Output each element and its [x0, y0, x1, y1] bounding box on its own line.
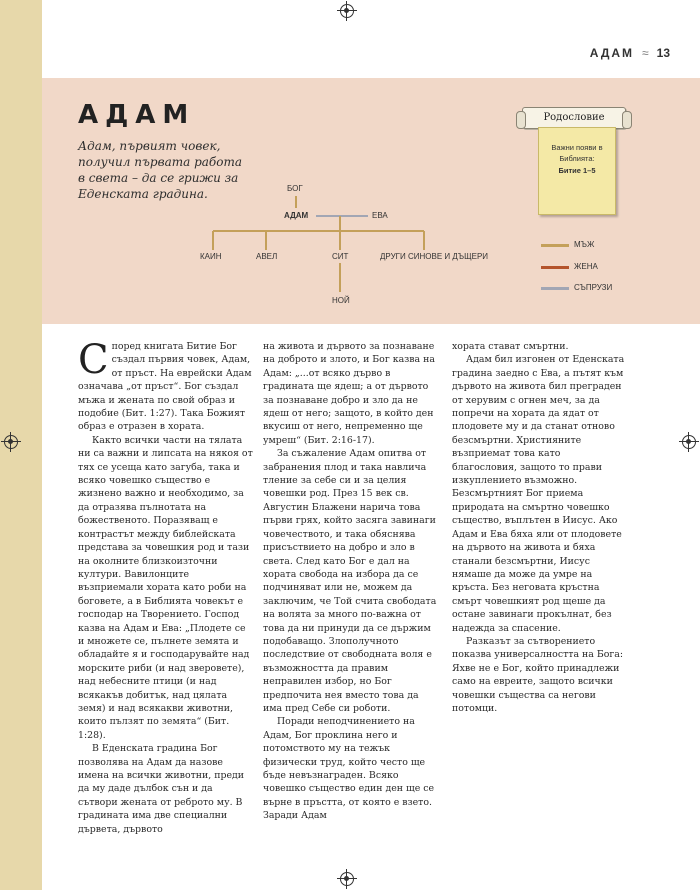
note-text: Важни появи в Библията:	[551, 143, 603, 163]
ornament-icon: ≈	[642, 46, 649, 60]
legend-line-man	[541, 244, 569, 247]
paragraph: Разказът за сътворението показва универсалността на Бога: Яхве не е Бог, който принадлежи само на евреите, защото всички човешки същества са негови потомци.	[452, 635, 624, 714]
chapter-title: АДАМ	[78, 100, 196, 130]
paragraph: За съжаление Адам опитва от забранения плод и така навлича тление за себе си и за целия човешки род. През 15 век св. Августин Блажени нарича това първи грях, който засяга завинаги човечеството, и така обяснява присъствието на добро и зло в света. След като Бог е дал на хората свобода на избора да се подчиняват или не, можем да заключим, че Той счита свободата на волята за много по-важна от това да ни принуди да се държим подобаващо. Злополучното последствие от свободната воля е възможността да правим неправилен избор, но Бог предпочита нея вместо това да има пред Себе си роботи.	[263, 448, 437, 714]
running-title: АДАМ	[589, 46, 635, 60]
tree-node-kain: КАИН	[200, 252, 222, 261]
drop-cap: С	[78, 337, 109, 383]
tree-node-others: ДРУГИ СИНОВЕ И ДЪЩЕРИ	[380, 252, 489, 261]
chapter-subtitle: Адам, първият човек, получил първата работа в света – да се грижи за Еденската градина.	[78, 139, 243, 201]
paragraph: хората стават смъртни.	[452, 341, 569, 352]
body-column-3	[452, 340, 628, 860]
tree-node-bog: БОГ	[287, 184, 303, 193]
body-column-1	[78, 337, 254, 860]
legend-label-man: МЪЖ	[574, 240, 595, 249]
legend-line-woman	[541, 266, 569, 269]
genealogy-banner: Родословие	[522, 107, 626, 129]
paragraph: на живота и дървото за познаване на доброто и злото, и Бог казва на Адам: „...от всяко дърво в градината ще ядеш; а от дървото за познаване добро и зло да не ядеш от него; защото, в който ден вкусиш от него, непременно ще умреш“ (Бит. 2:16-17).	[263, 341, 435, 446]
paragraph: поред книгата Битие Бог създал първия човек, Адам, от пръст. На еврейски Адам означава „от пръст“. Бог създал мъжа и жената по свой образ и подобие (Бит. 1:27). Така Божият образ е отразен в хората.	[78, 341, 252, 433]
legend-line-spouses	[541, 287, 569, 290]
paragraph: Поради неподчинението на Адам, Бог проклина него и потомството му на тежък физически труд, който често ще бъде невъзнаграден. Всяко човешко същество един ден ще се върне в пръстта, от която е взето. Заради Адам	[263, 716, 435, 822]
tree-node-avel: АВЕЛ	[256, 252, 278, 261]
registration-mark-bottom-icon	[340, 872, 354, 886]
legend-label-spouses: СЪПРУЗИ	[574, 283, 613, 292]
legend-label-woman: ЖЕНА	[574, 262, 598, 271]
paragraph: Адам бил изгонен от Еденската градина заедно с Ева, а пътят към дървото на живота бил преграден от херувим с огнен меч, за да попречи на хората да ядат от плодовете му и да станат отново безсмъртни. Християните възприемат това като благословия, защото то прави изкуплението възможно. Безсмъртният Бог приема природата на смъртно човешко същество, въплътен в Иисус. Ако Адам и Ева бяха яли от плодовете на дървото на живота и бяха станали безсмъртни, Иисус нямаше да може да умре на кръста. Без неговата кръстна смърт човешкият род щеше да остане завинаги прокълнат, без надежда за спасение.	[452, 354, 625, 634]
tree-node-noy: НОЙ	[332, 296, 350, 305]
note-reference: Битие 1–5	[558, 166, 596, 175]
tree-node-sit: СИТ	[332, 252, 349, 261]
paragraph: Както всички части на тялата ни са важни и липсата на някоя от тях се усеща като загуба, така и всяко човешко същество е жизнено важно и необходимо, за да отразява пълнотата на божественото. Поразяващ е контрастът между библейската представа за човешкия род и тази на околните близкоизточни култури. Вавилонците възприемали хората като роби на боговете, а в Библията човекът е господар на Творението. Господ казва на Адам и Ева: „Плодете се и множете се, пълнете земята и обладайте я и господарувайте над морските риби (и над зверовете), над небесните птици (и над всякакъв добитък, над цялата земя) и над всякакви животни, които пълзят по земята“ (Бит. 1:28).	[78, 434, 253, 741]
registration-mark-left-icon	[4, 435, 18, 449]
body-column-2	[263, 340, 439, 860]
paragraph: В Еденската градина Бог позволява на Адам да назове имена на всички животни, преди да му даде дълбок сън и да сътвори жената от реброто му. В градината има две специални дървета, дървото	[78, 743, 245, 835]
registration-mark-right-icon	[682, 435, 696, 449]
sticky-note	[538, 127, 616, 215]
tree-node-eva: ЕВА	[372, 211, 388, 220]
tree-node-adam: АДАМ	[284, 211, 309, 220]
page-number: 13	[656, 46, 670, 60]
